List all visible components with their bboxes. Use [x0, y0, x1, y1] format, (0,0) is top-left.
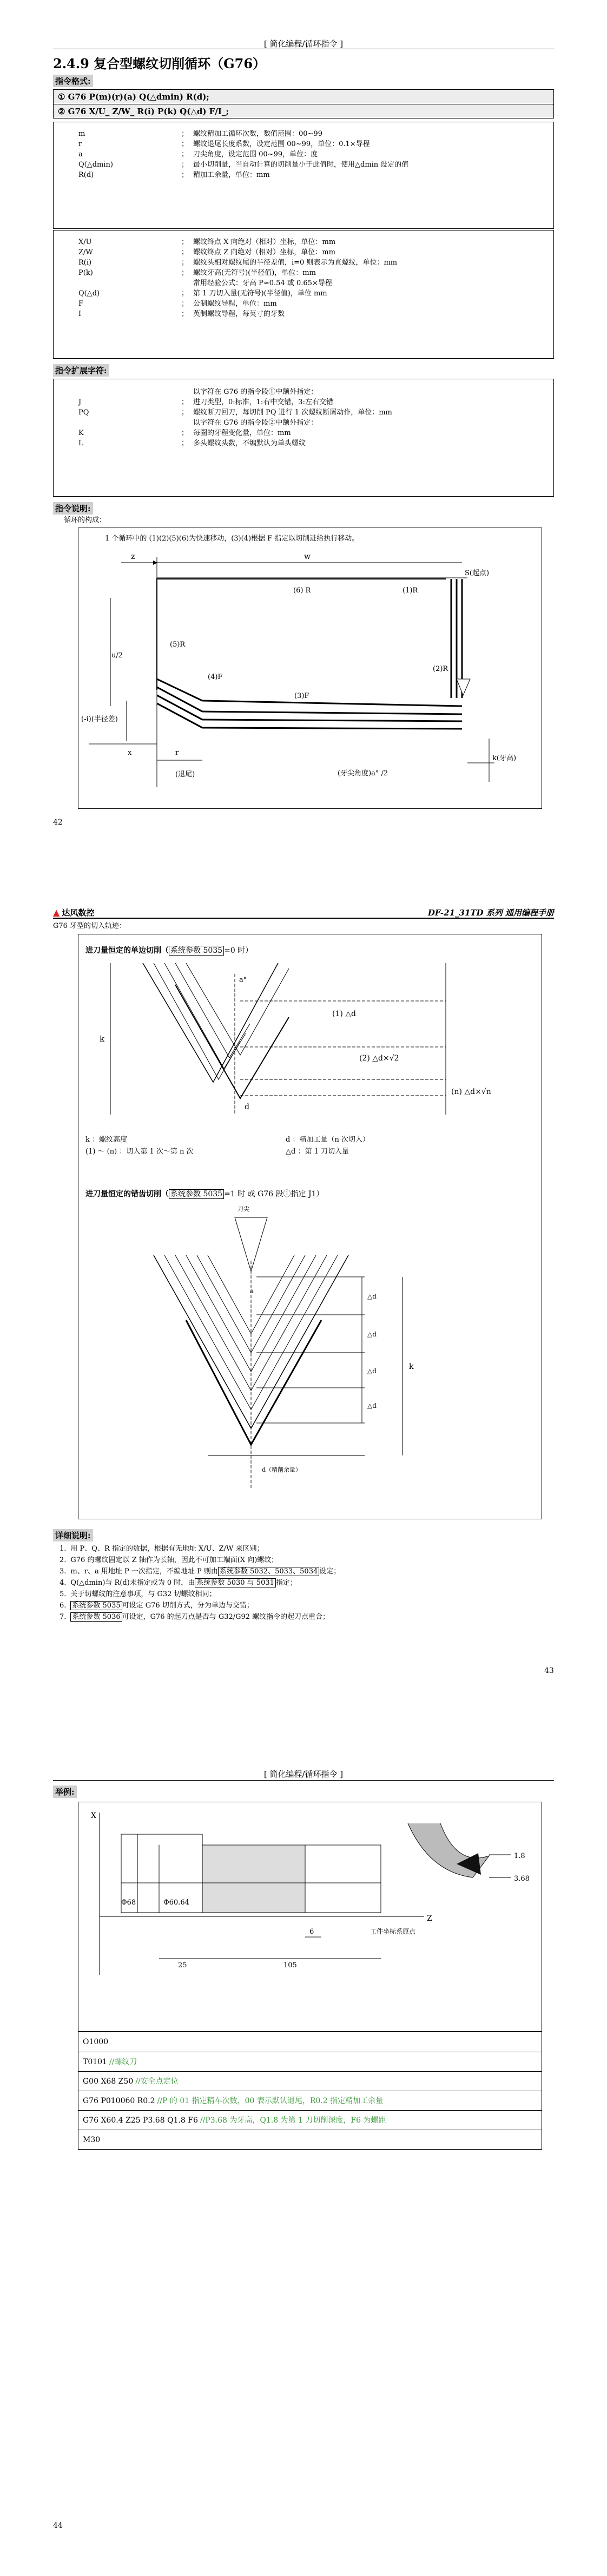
param-key: PQ	[78, 409, 89, 417]
param-key	[78, 387, 181, 397]
param-sep	[181, 278, 193, 288]
program-line	[78, 2071, 542, 2091]
fig2-param: 系统参数 5035	[169, 1189, 224, 1199]
detail-list	[60, 1543, 546, 1623]
param-key: F	[78, 300, 84, 308]
params-box-2	[53, 230, 554, 359]
param-desc: 以字符在 G76 的指令段②中额外指定：	[193, 419, 318, 427]
label-dd-3: △d	[367, 1367, 377, 1375]
brand-logo-icon: ▲	[53, 907, 60, 918]
param-row	[78, 160, 529, 170]
param-sep: ；	[181, 150, 189, 159]
param-key	[78, 278, 181, 288]
param-desc: 螺纹头相对螺纹尾的半径差值，i=0 则表示为直螺纹，单位：mm	[193, 259, 398, 267]
param-desc: 螺纹终点 X 向绝对（相对）坐标，单位：mm	[193, 238, 336, 246]
program-comment: //螺纹刀	[109, 2058, 137, 2066]
param-desc: 螺纹牙高(无符号)(半径值)，单位：mm	[193, 269, 316, 277]
label-w: w	[304, 552, 311, 561]
detail-text: G76 的螺纹固定以 Z 轴作为长轴，因此不可加工端面(X 向)螺纹；	[70, 1556, 279, 1564]
label-k2: k	[409, 1362, 414, 1371]
label-dn: (n) △d×√n	[451, 1088, 491, 1096]
param-desc: 第 1 刀切入量(无符号)(半径值)，单位 mm	[193, 289, 327, 298]
detail-text: 关于切螺纹的注意事项，与 G32 切螺纹相同；	[70, 1590, 216, 1598]
fig1-param: 系统参数 5035	[169, 946, 224, 956]
page-header-3: [ 简化编程/循环指令 ]	[263, 1769, 344, 1779]
label-k: k(牙高)	[492, 754, 517, 762]
param-key: r	[78, 140, 82, 148]
label-k1: k	[100, 1034, 105, 1044]
label-a: a°	[239, 976, 247, 984]
detail-label: 详细说明:	[53, 1529, 93, 1541]
param-key: m	[78, 130, 85, 138]
detail-num: 5.	[60, 1590, 67, 1598]
param-sep: ；	[181, 238, 189, 246]
label-dd-4: △d	[367, 1402, 377, 1409]
param-key: J	[78, 398, 82, 406]
intro-line: G76 牙型的切入轨迹：	[53, 922, 127, 930]
param-key: R(i)	[78, 259, 92, 267]
program-code: O1000	[83, 2038, 109, 2046]
detail-text-post: 可设定，G76 的起刀点是否与 G32/G92 螺纹指令的起刀点重合；	[122, 1613, 330, 1621]
header-rule-3	[53, 1780, 554, 1781]
param-desc: 英制螺纹导程，每英寸的牙数	[193, 310, 285, 318]
param-row	[78, 139, 529, 149]
param-desc: 螺纹断刀回刀，每切削 PQ 进行 1 次螺纹断屑动作，单位：mm	[193, 409, 392, 417]
program-line	[78, 2130, 542, 2149]
program-line	[78, 2110, 542, 2130]
detail-num: 7.	[60, 1613, 67, 1621]
param-row	[78, 149, 529, 160]
detail-item	[60, 1577, 546, 1589]
page-header: [ 简化编程/循环指令 ]	[263, 39, 344, 49]
ext-label: 指令扩展字符:	[53, 364, 109, 377]
param-row	[78, 309, 529, 319]
detail-text: Q(△dmin)与 R(d)未指定或为 0 时，由	[70, 1579, 195, 1587]
param-desc: 螺纹终点 Z 向绝对（相对）坐标，单位：mm	[193, 248, 335, 256]
param-row	[78, 397, 529, 407]
label-x: x	[128, 749, 132, 757]
label-3-68: 3.68	[514, 1875, 530, 1883]
program-code: G76 P010060 R0.2	[83, 2097, 155, 2105]
section-title: 2.4.9 复合型螺纹切削循环（G76）	[53, 56, 266, 71]
format-line-1: ① G76 P(m)(r)(a) Q(△dmin) R(d);	[58, 92, 209, 102]
param-key: Z/W	[78, 248, 93, 256]
param-key: Q(△dmin)	[78, 161, 113, 169]
format-line-2: ② G76 X/U_ Z/W_ R(i) P(k) Q(△d) F/I_;	[54, 104, 553, 118]
label-105: 105	[283, 1961, 297, 1969]
program-code: G00 X68 Z50	[83, 2077, 134, 2086]
program-comment: //安全点定位	[135, 2077, 179, 2086]
param-desc: 公制螺纹导程，单位：mm	[193, 300, 277, 308]
param-key: X/U	[78, 238, 92, 246]
label-tool: 刀尖	[237, 1205, 249, 1213]
explain-line-2: 1 个循环中的 (1)(2)(5)(6)为快速移动，(3)(4)根据 F 指定以切削进给执行移动。	[105, 535, 359, 543]
param-desc: 进刀类型，0:标准，1:右中交错，3:左右交错	[193, 398, 333, 406]
param-desc: 最小切削量，当自动计算的切削量小于此值时，使用△dmin 设定的值	[193, 161, 409, 169]
param-sep	[181, 418, 193, 428]
brand	[53, 907, 94, 918]
label-r: r	[175, 749, 179, 757]
param-desc: 精加工余量，单位：mm	[193, 171, 270, 179]
label-origin: 工件坐标系原点	[370, 1928, 416, 1935]
program-code: G76 X60.4 Z25 P3.68 Q1.8 F6	[83, 2116, 198, 2125]
cycle-diagram	[78, 528, 542, 809]
param-key: a	[78, 150, 83, 159]
legend-k: k ：螺纹高度	[85, 1136, 128, 1144]
workpiece-diagram	[78, 1802, 542, 2032]
param-sep: ；	[181, 161, 189, 169]
program-comment: //P3.68 为牙高，Q1.8 为第 1 刀切削深度，F6 为螺距	[200, 2116, 386, 2125]
param-desc: 螺纹精加工循环次数，数值范围：00~99	[193, 130, 322, 138]
detail-text-post: 设定；	[319, 1567, 341, 1576]
label-1-8: 1.8	[514, 1852, 525, 1860]
program-line	[78, 2052, 542, 2071]
single-cut-diagram	[78, 952, 542, 1136]
label-tail: (退尾)	[175, 770, 195, 779]
param-sep: ；	[181, 171, 189, 179]
param-row	[78, 438, 529, 449]
param-desc: 螺纹退尾长度系数，设定范围 00~99，单位：0.1×导程	[193, 140, 370, 148]
param-sep: ；	[181, 429, 189, 437]
detail-param-box: 系统参数 5036	[70, 1612, 122, 1622]
param-sep: ；	[181, 398, 189, 406]
fig2-title: 进刀量恒定的错齿切削（ 系统参数 5035 =1 时 或 G76 段①指定 J1）	[85, 1190, 324, 1198]
label-d2: (2) △d×√2	[359, 1054, 399, 1063]
brand-right: DF-21_31TD 系列 通用编程手册	[427, 908, 554, 918]
label-d6064: Φ60.64	[163, 1899, 189, 1907]
explain-line-1: 循环的构成：	[64, 516, 107, 524]
label-start: S(起点)	[465, 569, 490, 577]
label-i: (-i)(半径差)	[81, 715, 118, 723]
program-code: M30	[83, 2136, 101, 2144]
detail-text-post: 指定；	[275, 1579, 297, 1587]
param-key	[78, 418, 181, 428]
detail-item	[60, 1554, 546, 1566]
detail-param-box: 系统参数 5035	[70, 1601, 122, 1610]
detail-item	[60, 1566, 546, 1577]
param-row	[78, 237, 529, 247]
param-sep: ；	[181, 248, 189, 256]
param-key: P(k)	[78, 269, 93, 277]
param-sep: ；	[181, 310, 189, 318]
param-sep: ；	[181, 259, 189, 267]
brand-rule	[53, 918, 554, 919]
detail-num: 1.	[60, 1545, 67, 1553]
legend-d: d ：精加工量（n 次切入）	[286, 1136, 370, 1144]
param-sep: ；	[181, 439, 189, 447]
label-r6: (6) R	[293, 587, 311, 595]
program-line	[78, 2091, 542, 2110]
label-Z: Z	[427, 1914, 432, 1923]
program-table	[78, 2032, 542, 2150]
program-line	[78, 2032, 542, 2052]
label-f3: (3)F	[294, 692, 309, 700]
param-key: K	[78, 429, 84, 437]
detail-text: m、r、a 用地址 P 一次指定，不编地址 P 则由	[70, 1567, 218, 1576]
detail-num: 3.	[60, 1567, 67, 1576]
detail-text: 用 P、Q、R 指定的数据，根据有无地址 X/U、Z/W 来区别；	[70, 1545, 264, 1553]
label-d: d	[245, 1103, 249, 1111]
legend-n: (1) ～ (n) ：切入第 1 次～第 n 次	[85, 1148, 194, 1156]
fig1-title: 进刀量恒定的单边切削（ 系统参数 5035 =0 时）	[85, 946, 253, 955]
ext-box	[53, 379, 554, 497]
param-row	[78, 418, 529, 428]
label-r1: (1)R	[403, 587, 418, 595]
param-desc: 每圈的牙程变化量，单位：mm	[193, 429, 291, 437]
label-25: 25	[178, 1961, 187, 1969]
legend	[85, 1134, 529, 1158]
detail-num: 2.	[60, 1556, 67, 1564]
label-dd-2: △d	[367, 1330, 377, 1338]
param-sep: ；	[181, 140, 189, 148]
param-sep: ；	[181, 130, 189, 138]
param-row	[78, 278, 529, 288]
detail-num: 6.	[60, 1602, 67, 1610]
detail-item	[60, 1611, 546, 1623]
param-desc: 常用经验公式：牙高 P≈0.54 或 0.65×导程	[193, 279, 332, 287]
detail-num: 4.	[60, 1579, 67, 1587]
param-row	[78, 407, 529, 418]
label-a2: a	[250, 1287, 254, 1295]
label-dd-1: △d	[367, 1293, 377, 1300]
param-key: Q(△d)	[78, 289, 100, 298]
label-z: z	[131, 552, 135, 561]
param-row	[78, 299, 529, 309]
example-label: 举例:	[53, 1786, 77, 1798]
label-d1: (1) △d	[332, 1010, 357, 1018]
label-r5: (5)R	[170, 641, 186, 649]
detail-param-box: 系统参数 5030 与 5031	[195, 1578, 276, 1587]
brand-name: 达风数控	[62, 908, 95, 918]
label-u2: u/2	[111, 651, 123, 660]
label-d68: Φ68	[121, 1899, 136, 1907]
param-row	[78, 247, 529, 258]
staggered-cut-diagram	[78, 1201, 542, 1515]
label-6: 6	[309, 1928, 314, 1936]
detail-item	[60, 1543, 546, 1554]
param-desc: 多头螺纹头数，不编默认为单头螺纹	[193, 439, 306, 447]
format-label: 指令格式:	[53, 75, 93, 87]
param-key: L	[78, 439, 83, 447]
param-row	[78, 428, 529, 438]
page-number-43: 43	[544, 1666, 554, 1675]
param-desc: 刀尖角度，设定范围 00~99，单位：度	[193, 150, 318, 159]
detail-text-post: 可设定 G76 切削方式，分为单边与交错；	[122, 1602, 254, 1610]
detail-item	[60, 1589, 546, 1600]
detail-param-box: 系统参数 5032、5033、5034	[218, 1567, 319, 1576]
label-finish: d（精削余量）	[262, 1466, 302, 1473]
program-code: T0101	[83, 2058, 107, 2066]
label-f4: (4)F	[208, 673, 223, 681]
program-comment: //P 的 01 指定精车次数，00 表示默认退尾，R0.2 指定精加工余量	[157, 2097, 384, 2105]
param-sep: ；	[181, 300, 189, 308]
page-number-44: 44	[53, 2521, 63, 2530]
param-row	[78, 129, 529, 139]
format-box	[53, 89, 554, 118]
param-key: I	[78, 310, 82, 318]
param-sep: ；	[181, 409, 189, 417]
label-tip: (牙尖角度)a° /2	[338, 769, 388, 778]
label-X: X	[91, 1811, 96, 1820]
label-r2: (2)R	[433, 665, 448, 673]
param-sep: ；	[181, 289, 189, 298]
param-desc: 以字符在 G76 的指令段①中额外指定：	[193, 388, 318, 396]
detail-item	[60, 1600, 546, 1611]
param-row	[78, 170, 529, 180]
explain-label: 指令说明:	[53, 502, 93, 515]
param-key: R(d)	[78, 171, 94, 179]
param-sep	[181, 387, 193, 397]
param-row	[78, 268, 529, 278]
param-row	[78, 387, 529, 397]
page-number-42: 42	[53, 818, 63, 827]
params-box-1	[53, 122, 554, 229]
param-row	[78, 288, 529, 299]
param-row	[78, 258, 529, 268]
legend-dd: △d ：第 1 刀切入量	[286, 1148, 349, 1156]
param-sep: ；	[181, 269, 189, 277]
